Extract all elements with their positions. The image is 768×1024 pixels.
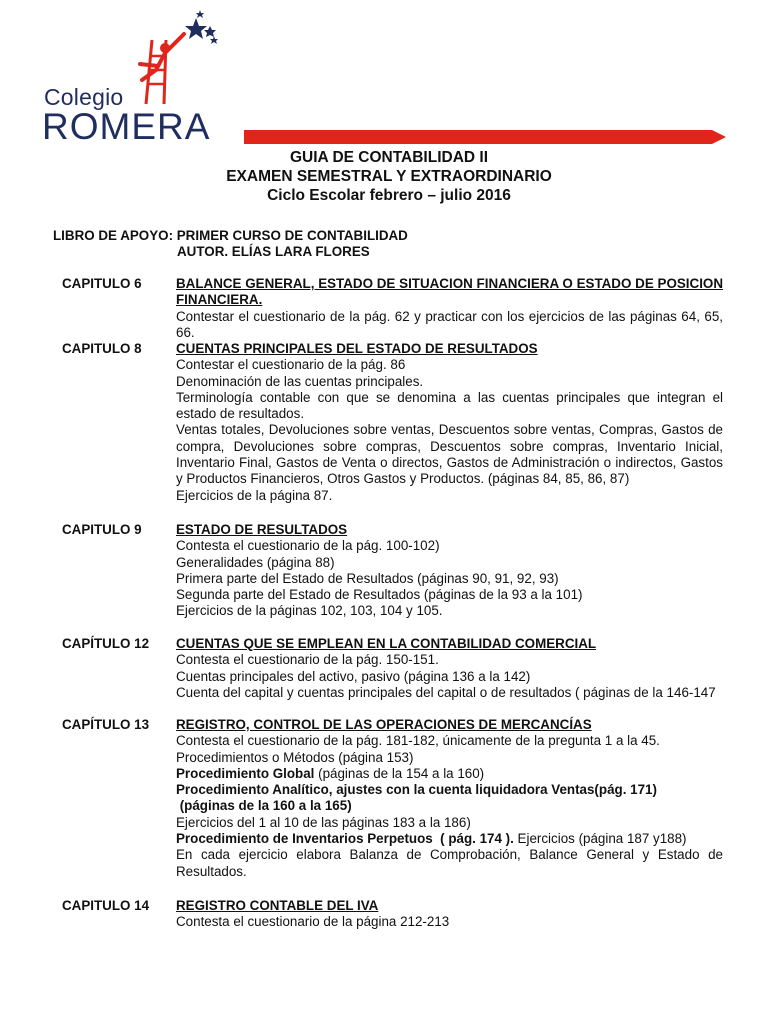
chapter-line: Contesta el cuestionario de la página 212-213 bbox=[176, 914, 450, 930]
chapter-block bbox=[62, 898, 723, 931]
chapter-title: CUENTAS QUE SE EMPLEAN EN LA CONTABILIDAD COMERCIAL bbox=[176, 636, 597, 651]
chapter-title: BALANCE GENERAL, ESTADO DE SITUACION FINANCIERA O ESTADO DE POSICION FINANCIERA. bbox=[176, 276, 723, 308]
chapter-block bbox=[62, 276, 723, 341]
chapter-label: CAPITULO 9 bbox=[62, 522, 142, 537]
support-book-author: AUTOR. ELÍAS LARA FLORES bbox=[177, 244, 370, 259]
chapter-line: Contesta el cuestionario de la pág. 100-102) bbox=[176, 538, 440, 554]
chapter-line: Procedimientos o Métodos (página 153) bbox=[176, 749, 414, 765]
school-logo bbox=[34, 8, 234, 148]
chapter-line: Ejercicios de la páginas 102, 103, 104 y 105. bbox=[176, 603, 443, 619]
chapter-label: CAPITULO 6 bbox=[62, 276, 142, 291]
procedure-perpetuos-label: Procedimiento de Inventarios Perpetuos ( pág. 174 ). bbox=[176, 831, 514, 847]
chapter-line: Contesta el cuestionario de la pág. 150-151. bbox=[176, 652, 439, 668]
chapter-title: CUENTAS PRINCIPALES DEL ESTADO DE RESULTADOS bbox=[176, 341, 538, 356]
document-header bbox=[0, 148, 768, 205]
procedure-global-line bbox=[176, 766, 723, 782]
chapter-label: CAPITULO 14 bbox=[62, 898, 150, 913]
chapter-label: CAPÍTULO 13 bbox=[62, 717, 150, 732]
procedure-analitico-pages: (páginas de la 160 a la 165) bbox=[176, 798, 352, 814]
procedure-analitico-line: Procedimiento Analítico, ajustes con la cuenta liquidadora Ventas(pág. 171) bbox=[176, 782, 657, 798]
chapter-block bbox=[62, 636, 723, 701]
chapter-block bbox=[62, 717, 723, 880]
chapter-line: Generalidades (página 88) bbox=[176, 554, 335, 570]
chapter-label: CAPITULO 8 bbox=[62, 341, 142, 356]
red-arrow-bar bbox=[244, 128, 728, 146]
chapter-block bbox=[62, 522, 723, 620]
chapter-line: Primera parte del Estado de Resultados (páginas 90, 91, 92, 93) bbox=[176, 570, 559, 586]
support-book-title: LIBRO DE APOYO: PRIMER CURSO DE CONTABILIDAD bbox=[53, 228, 408, 243]
chapter-block bbox=[62, 341, 723, 504]
chapter-line: Contestar el cuestionario de la pág. 62 y practicar con los ejercicios de las páginas 64, 65, 66. bbox=[176, 308, 723, 340]
support-book bbox=[53, 228, 408, 260]
chapter-line: Ejercicios del 1 al 10 de las páginas 183 a la 186) bbox=[176, 814, 471, 830]
procedure-global-label: Procedimiento Global bbox=[176, 765, 315, 781]
header-title: GUIA DE CONTABILIDAD II bbox=[289, 149, 489, 166]
chapter-label: CAPÍTULO 12 bbox=[62, 636, 150, 651]
logo-text-romera: ROMERA bbox=[42, 106, 211, 147]
chapter-line: Ejercicios de la página 87. bbox=[176, 487, 333, 503]
chapter-line: Cuentas principales del activo, pasivo (página 136 a la 142) bbox=[176, 668, 531, 684]
procedure-global-pages: (páginas de la 154 a la 160) bbox=[314, 765, 485, 781]
chapter-line: Terminología contable con que se denomina a las cuentas principales que integran el estado de resultados. bbox=[176, 389, 723, 422]
chapter-line: Cuenta del capital y cuentas principales del capital o de resultados ( páginas de la 146-147 bbox=[176, 684, 716, 700]
chapter-line: Contestar el cuestionario de la pág. 86 bbox=[176, 357, 406, 373]
chapter-title: ESTADO DE RESULTADOS bbox=[176, 522, 348, 537]
procedure-perpetuos-exercises: Ejercicios (página 187 y188) bbox=[513, 831, 687, 847]
procedure-perpetuos-line bbox=[176, 831, 723, 847]
chapter-line: En cada ejercicio elabora Balanza de Comprobación, Balance General y Estado de Resultados. bbox=[176, 847, 723, 879]
chapter-line: Segunda parte del Estado de Resultados (páginas de la 93 a la 101) bbox=[176, 587, 583, 603]
chapter-title: REGISTRO, CONTROL DE LAS OPERACIONES DE MERCANCÍAS bbox=[176, 717, 592, 732]
chapter-line: Contesta el cuestionario de la pág. 181-182, únicamente de la pregunta 1 a la 45. bbox=[176, 733, 660, 749]
chapter-line: Denominación de las cuentas principales. bbox=[176, 373, 424, 389]
header-exam: EXAMEN SEMESTRAL Y EXTRAORDINARIO bbox=[226, 168, 552, 185]
chapter-title: REGISTRO CONTABLE DEL IVA bbox=[176, 898, 379, 913]
header-cycle: Ciclo Escolar febrero – julio 2016 bbox=[267, 187, 511, 204]
logo-text-colegio: Colegio bbox=[44, 84, 124, 110]
chapter-line: Ventas totales, Devoluciones sobre ventas, Descuentos sobre ventas, Compras, Gastos de compra, Devoluciones sobre compras, Descuentos sobre compras, Inventario Inicial, Inventario Final, Gastos de Venta o directos, Gastos de Administración o indirectos, Gastos y Productos Financieros, Otros Gastos y Productos. (páginas 84, 85, 86, 87) bbox=[176, 422, 723, 487]
